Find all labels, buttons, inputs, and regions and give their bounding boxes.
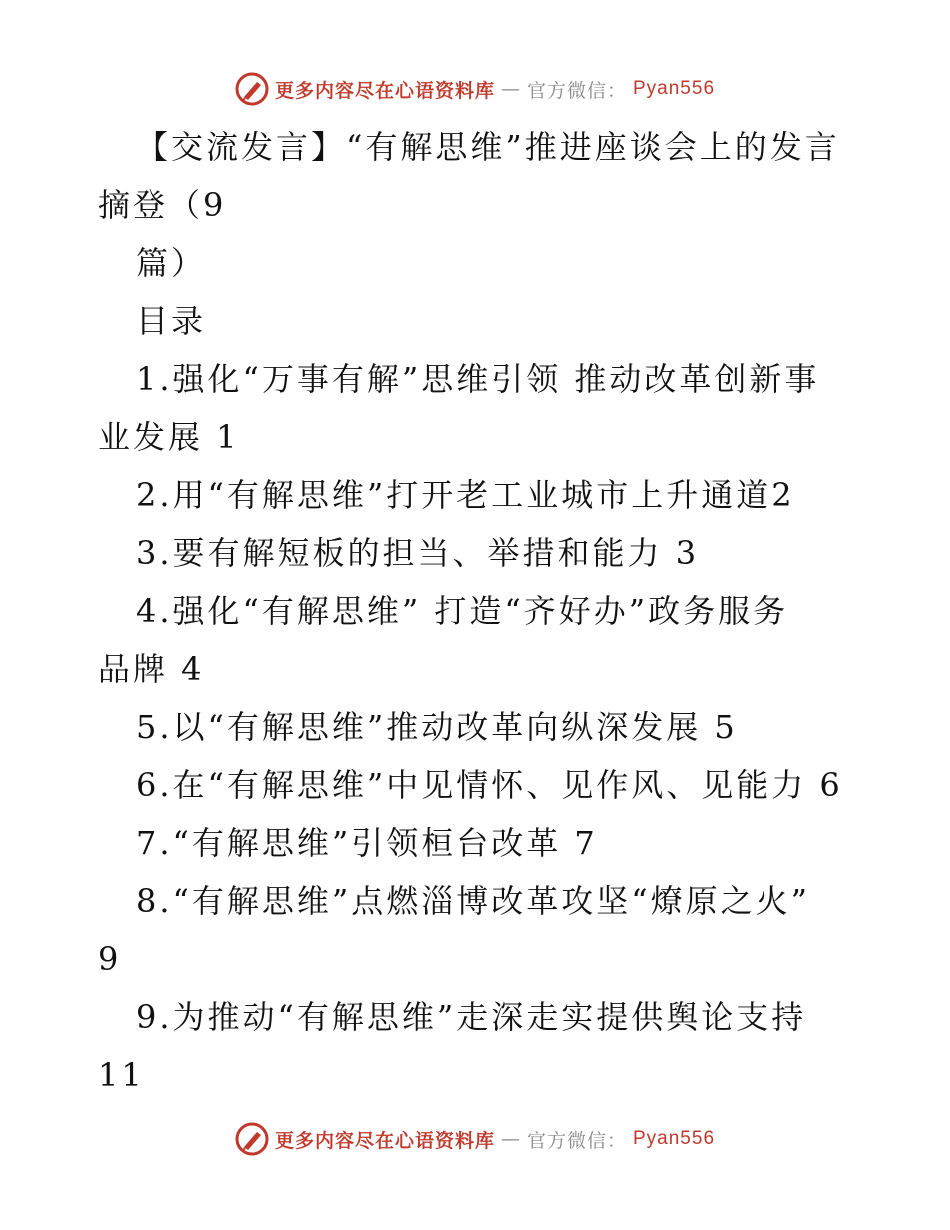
banner-label: 官方微信： [526,1129,627,1152]
toc-item-5: 5.以“有解思维”推动改革向纵深发展 5 [136,708,738,746]
pen-logo-icon [235,1122,269,1156]
toc-item-3: 3.要有解短板的担当、举措和能力 3 [136,534,700,572]
document-body [98,118,858,1104]
doc-title-line-3: 篇） [136,244,207,282]
banner-label: 官方微信： [526,79,627,102]
banner-wechat-id: Pyan556 [633,1128,716,1149]
toc-item-8: 8.“有解思维”点燃淄博改革攻坚“燎原之火” [136,882,810,920]
pen-logo-icon [235,72,269,106]
toc-item-4-cont: 品牌 4 [98,650,205,688]
toc-item-1-cont: 业发展 1 [98,418,240,456]
banner-dash: — [500,1128,521,1150]
toc-item-9: 9.为推动“有解思维”走深走实提供舆论支持 [136,998,807,1036]
banner-site-name: 更多内容尽在心语资料库 [274,79,495,102]
doc-title-line-2: 摘登（9 [98,186,227,224]
doc-title-line-1: 【交流发言】“有解思维”推进座谈会上的发言 [136,128,840,166]
toc-item-9-cont: 11 [98,1056,145,1094]
footer-banner [0,1122,950,1156]
toc-item-6: 6.在“有解思维”中见情怀、见作风、见能力 6 [136,766,843,804]
toc-heading: 目录 [136,302,207,340]
banner-site-name: 更多内容尽在心语资料库 [274,1129,495,1152]
header-banner [0,72,950,106]
toc-item-4: 4.强化“有解思维” 打造“齐好办”政务服务 [136,592,789,630]
banner-wechat-id: Pyan556 [633,78,716,99]
toc-item-1: 1.强化“万事有解”思维引领 推动改革创新事 [136,360,820,398]
toc-item-8-cont: 9 [98,940,122,978]
toc-item-2: 2.用“有解思维”打开老工业城市上升通道2 [136,476,795,514]
toc-item-7: 7.“有解思维”引领桓台改革 7 [136,824,598,862]
banner-dash: — [500,78,521,100]
